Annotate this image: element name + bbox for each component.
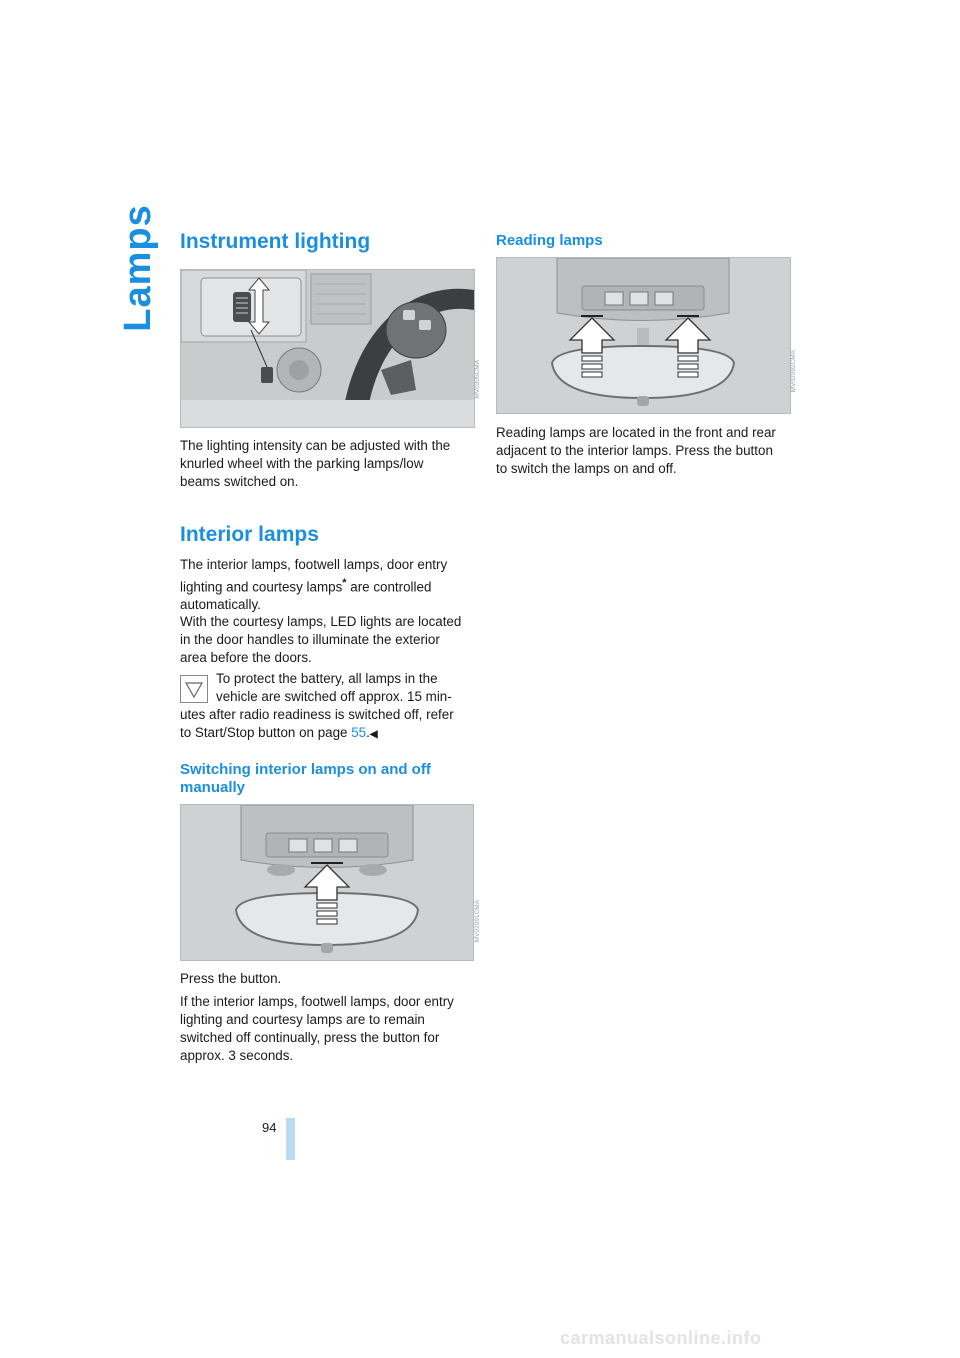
page-number: 94 <box>262 1120 277 1135</box>
manual-switch-image <box>180 804 474 961</box>
manual-image-code: MV02091CMA <box>474 900 481 943</box>
instrument-description: The lighting intensity can be adjusted with the knurled wheel with the parking lamps/low beams switched on. <box>180 438 451 489</box>
reading-lamps-heading: Reading lamps <box>496 232 603 249</box>
interior-lamps-heading: Interior lamps <box>180 523 319 546</box>
page-number-bar <box>286 1118 295 1160</box>
battery-note: To protect the battery, all lamps in the vehicle are switched off approx. 15 min- utes after radio readiness is switched off, refer to Start/Stop button on page 55.◀ <box>180 671 454 740</box>
reading-lamps-description: Reading lamps are located in the front and rear adjacent to the interior lamps. Press the button to switch the lamps on and off. <box>496 425 776 476</box>
manual-off-description: If the interior lamps, footwell lamps, door entry lighting and courtesy lamps are to remain switched off continually, press the button for approx. 3 seconds. <box>180 994 454 1063</box>
interior-lamps-paragraph-1: The interior lamps, footwell lamps, door entry lighting and courtesy lamps* are controlled automatically. <box>180 557 448 613</box>
reading-lamps-image <box>496 257 791 414</box>
reading-image-code: MV02092CMA <box>790 350 797 393</box>
end-mark: ◀ <box>369 729 378 740</box>
section-side-title: Lamps <box>117 204 159 332</box>
instrument-image-code: MV0305CMA <box>474 360 481 399</box>
switching-manually-heading: Switching interior lamps on and off manually <box>180 761 431 796</box>
footer-watermark: carmanualsonline.info <box>560 1328 762 1348</box>
press-button-text: Press the button. <box>180 971 282 986</box>
page-55-link[interactable]: 55 <box>351 725 367 740</box>
instrument-lighting-heading: Instrument lighting <box>180 230 371 253</box>
instrument-lighting-image <box>180 269 475 428</box>
interior-lamps-paragraph-2: With the courtesy lamps, LED lights are located in the door handles to illuminate the exterior area before the doors. <box>180 614 462 665</box>
